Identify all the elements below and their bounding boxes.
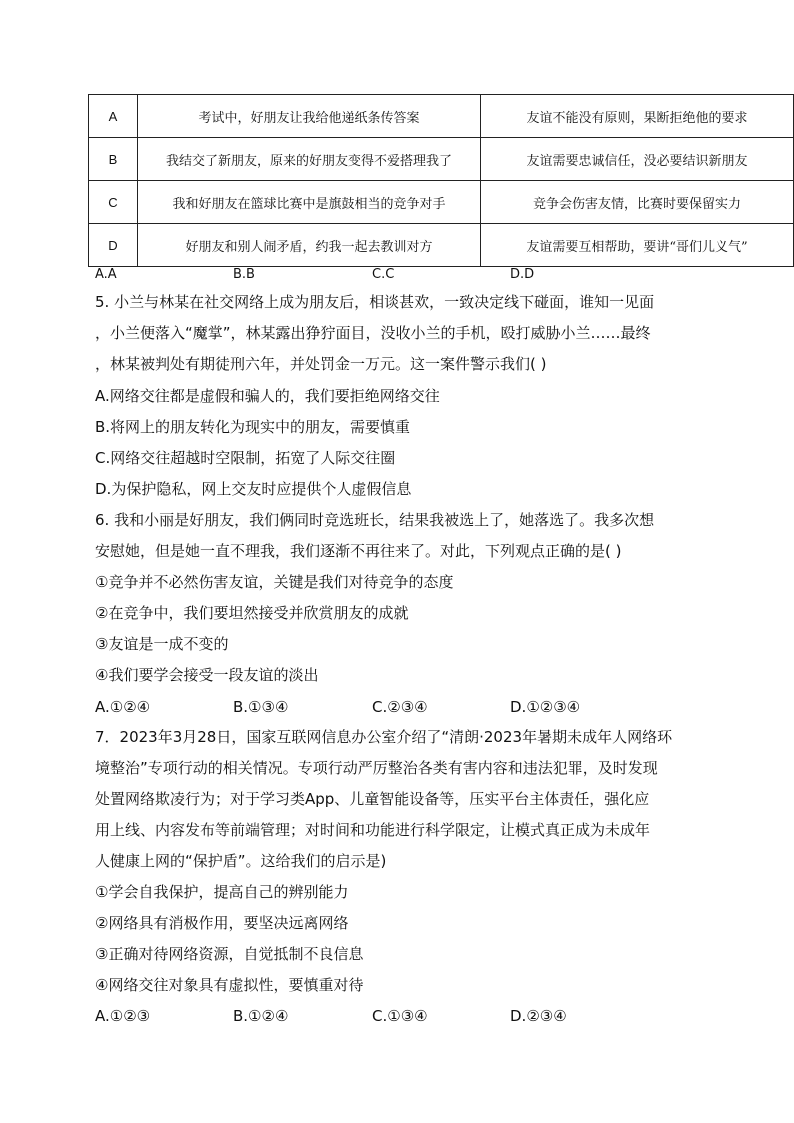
q7-option-c[interactable]: C.①③④ bbox=[372, 1007, 428, 1025]
q5-choice-a[interactable]: A.网络交往都是虚假和骗人的，我们要拒绝网络交往 bbox=[95, 387, 440, 405]
q6-statement: ②在竞争中，我们要坦然接受并欣赏朋友的成就 bbox=[95, 604, 409, 622]
q6-statement: ③友谊是一成不变的 bbox=[95, 635, 229, 653]
view-cell: 友谊需要忠诚信任，没必要结识新朋友 bbox=[481, 138, 794, 181]
view-cell: 竞争会伤害友情，比赛时要保留实力 bbox=[481, 181, 794, 224]
q7-option-b[interactable]: B.①②④ bbox=[233, 1007, 289, 1025]
q6-statement: ①竞争并不必然伤害友谊，关键是我们对待竞争的态度 bbox=[95, 573, 454, 591]
q7-stem-line: 处置网络欺凌行为；对于学习类App、儿童智能设备等，压实平台主体责任，强化应 bbox=[95, 790, 650, 808]
scenario-cell: 我和好朋友在篮球比赛中是旗鼓相当的竞争对手 bbox=[138, 181, 481, 224]
question-4-table bbox=[88, 94, 794, 267]
q7-stem-line: 人健康上网的“保护盾”。这给我们的启示是) bbox=[95, 852, 387, 870]
q6-stem-line: 6. 我和小丽是好朋友，我们俩同时竞选班长，结果我被选上了，她落选了。我多次想 bbox=[95, 511, 655, 529]
q4-option-d[interactable]: D.D bbox=[510, 267, 535, 282]
q6-option-c[interactable]: C.②③④ bbox=[372, 698, 428, 716]
q4-option-a[interactable]: A.A bbox=[95, 267, 117, 282]
table-row bbox=[89, 181, 794, 224]
q7-stem-line: 用上线、内容发布等前端管理；对时间和功能进行科学限定，让模式真正成为未成年 bbox=[95, 821, 651, 839]
scenario-cell: 我结交了新朋友，原来的好朋友变得不爱搭理我了 bbox=[138, 138, 481, 181]
q6-option-a[interactable]: A.①②④ bbox=[95, 698, 151, 716]
table-row bbox=[89, 138, 794, 181]
view-cell: 友谊不能没有原则，果断拒绝他的要求 bbox=[481, 95, 794, 138]
scenario-cell: 好朋友和别人闹矛盾，约我一起去教训对方 bbox=[138, 224, 481, 267]
q7-stem-line: 境整治”专项行动的相关情况。专项行动严厉整治各类有害内容和违法犯罪，及时发现 bbox=[95, 759, 658, 777]
q7-statement: ④网络交往对象具有虚拟性，要慎重对待 bbox=[95, 976, 364, 994]
view-cell: 友谊需要互相帮助，要讲“哥们儿义气” bbox=[481, 224, 794, 267]
q7-option-d[interactable]: D.②③④ bbox=[510, 1007, 567, 1025]
q5-choice-b[interactable]: B.将网上的朋友转化为现实中的朋友，需要慎重 bbox=[95, 418, 411, 436]
q5-stem-line: ，林某被判处有期徒刑六年，并处罚金一万元。这一案件警示我们( ) bbox=[95, 355, 547, 373]
row-label: D bbox=[89, 224, 138, 267]
table-row bbox=[89, 95, 794, 138]
q7-stem-line: 7．2023年3月28日，国家互联网信息办公室介绍了“清朗·2023年暑期未成年人网络环 bbox=[95, 728, 673, 746]
q7-statement: ③正确对待网络资源，自觉抵制不良信息 bbox=[95, 945, 364, 963]
q4-option-b[interactable]: B.B bbox=[233, 267, 255, 282]
q6-stem-line: 安慰她，但是她一直不理我，我们逐渐不再往来了。对此，下列观点正确的是( ) bbox=[95, 542, 622, 560]
q6-option-d[interactable]: D.①②③④ bbox=[510, 698, 581, 716]
q5-stem-line: 5. 小兰与林某在社交网络上成为朋友后，相谈甚欢，一致决定线下碰面，谁知一见面 bbox=[95, 293, 655, 311]
q5-choice-c[interactable]: C.网络交往超越时空限制，拓宽了人际交往圈 bbox=[95, 449, 396, 467]
row-label: B bbox=[89, 138, 138, 181]
q6-statement: ④我们要学会接受一段友谊的淡出 bbox=[95, 666, 319, 684]
row-label: A bbox=[89, 95, 138, 138]
table-row bbox=[89, 224, 794, 267]
row-label: C bbox=[89, 181, 138, 224]
q7-statement: ①学会自我保护，提高自己的辨别能力 bbox=[95, 883, 349, 901]
q5-choice-d[interactable]: D.为保护隐私，网上交友时应提供个人虚假信息 bbox=[95, 480, 412, 498]
q6-option-b[interactable]: B.①③④ bbox=[233, 698, 289, 716]
q5-stem-line: ，小兰便落入“魔掌”，林某露出狰狞面目，没收小兰的手机，殴打威胁小兰……最终 bbox=[95, 324, 651, 342]
scenario-cell: 考试中，好朋友让我给他递纸条传答案 bbox=[138, 95, 481, 138]
q7-option-a[interactable]: A.①②③ bbox=[95, 1007, 151, 1025]
q4-option-c[interactable]: C.C bbox=[372, 267, 395, 282]
q7-statement: ②网络具有消极作用，要坚决远离网络 bbox=[95, 914, 349, 932]
